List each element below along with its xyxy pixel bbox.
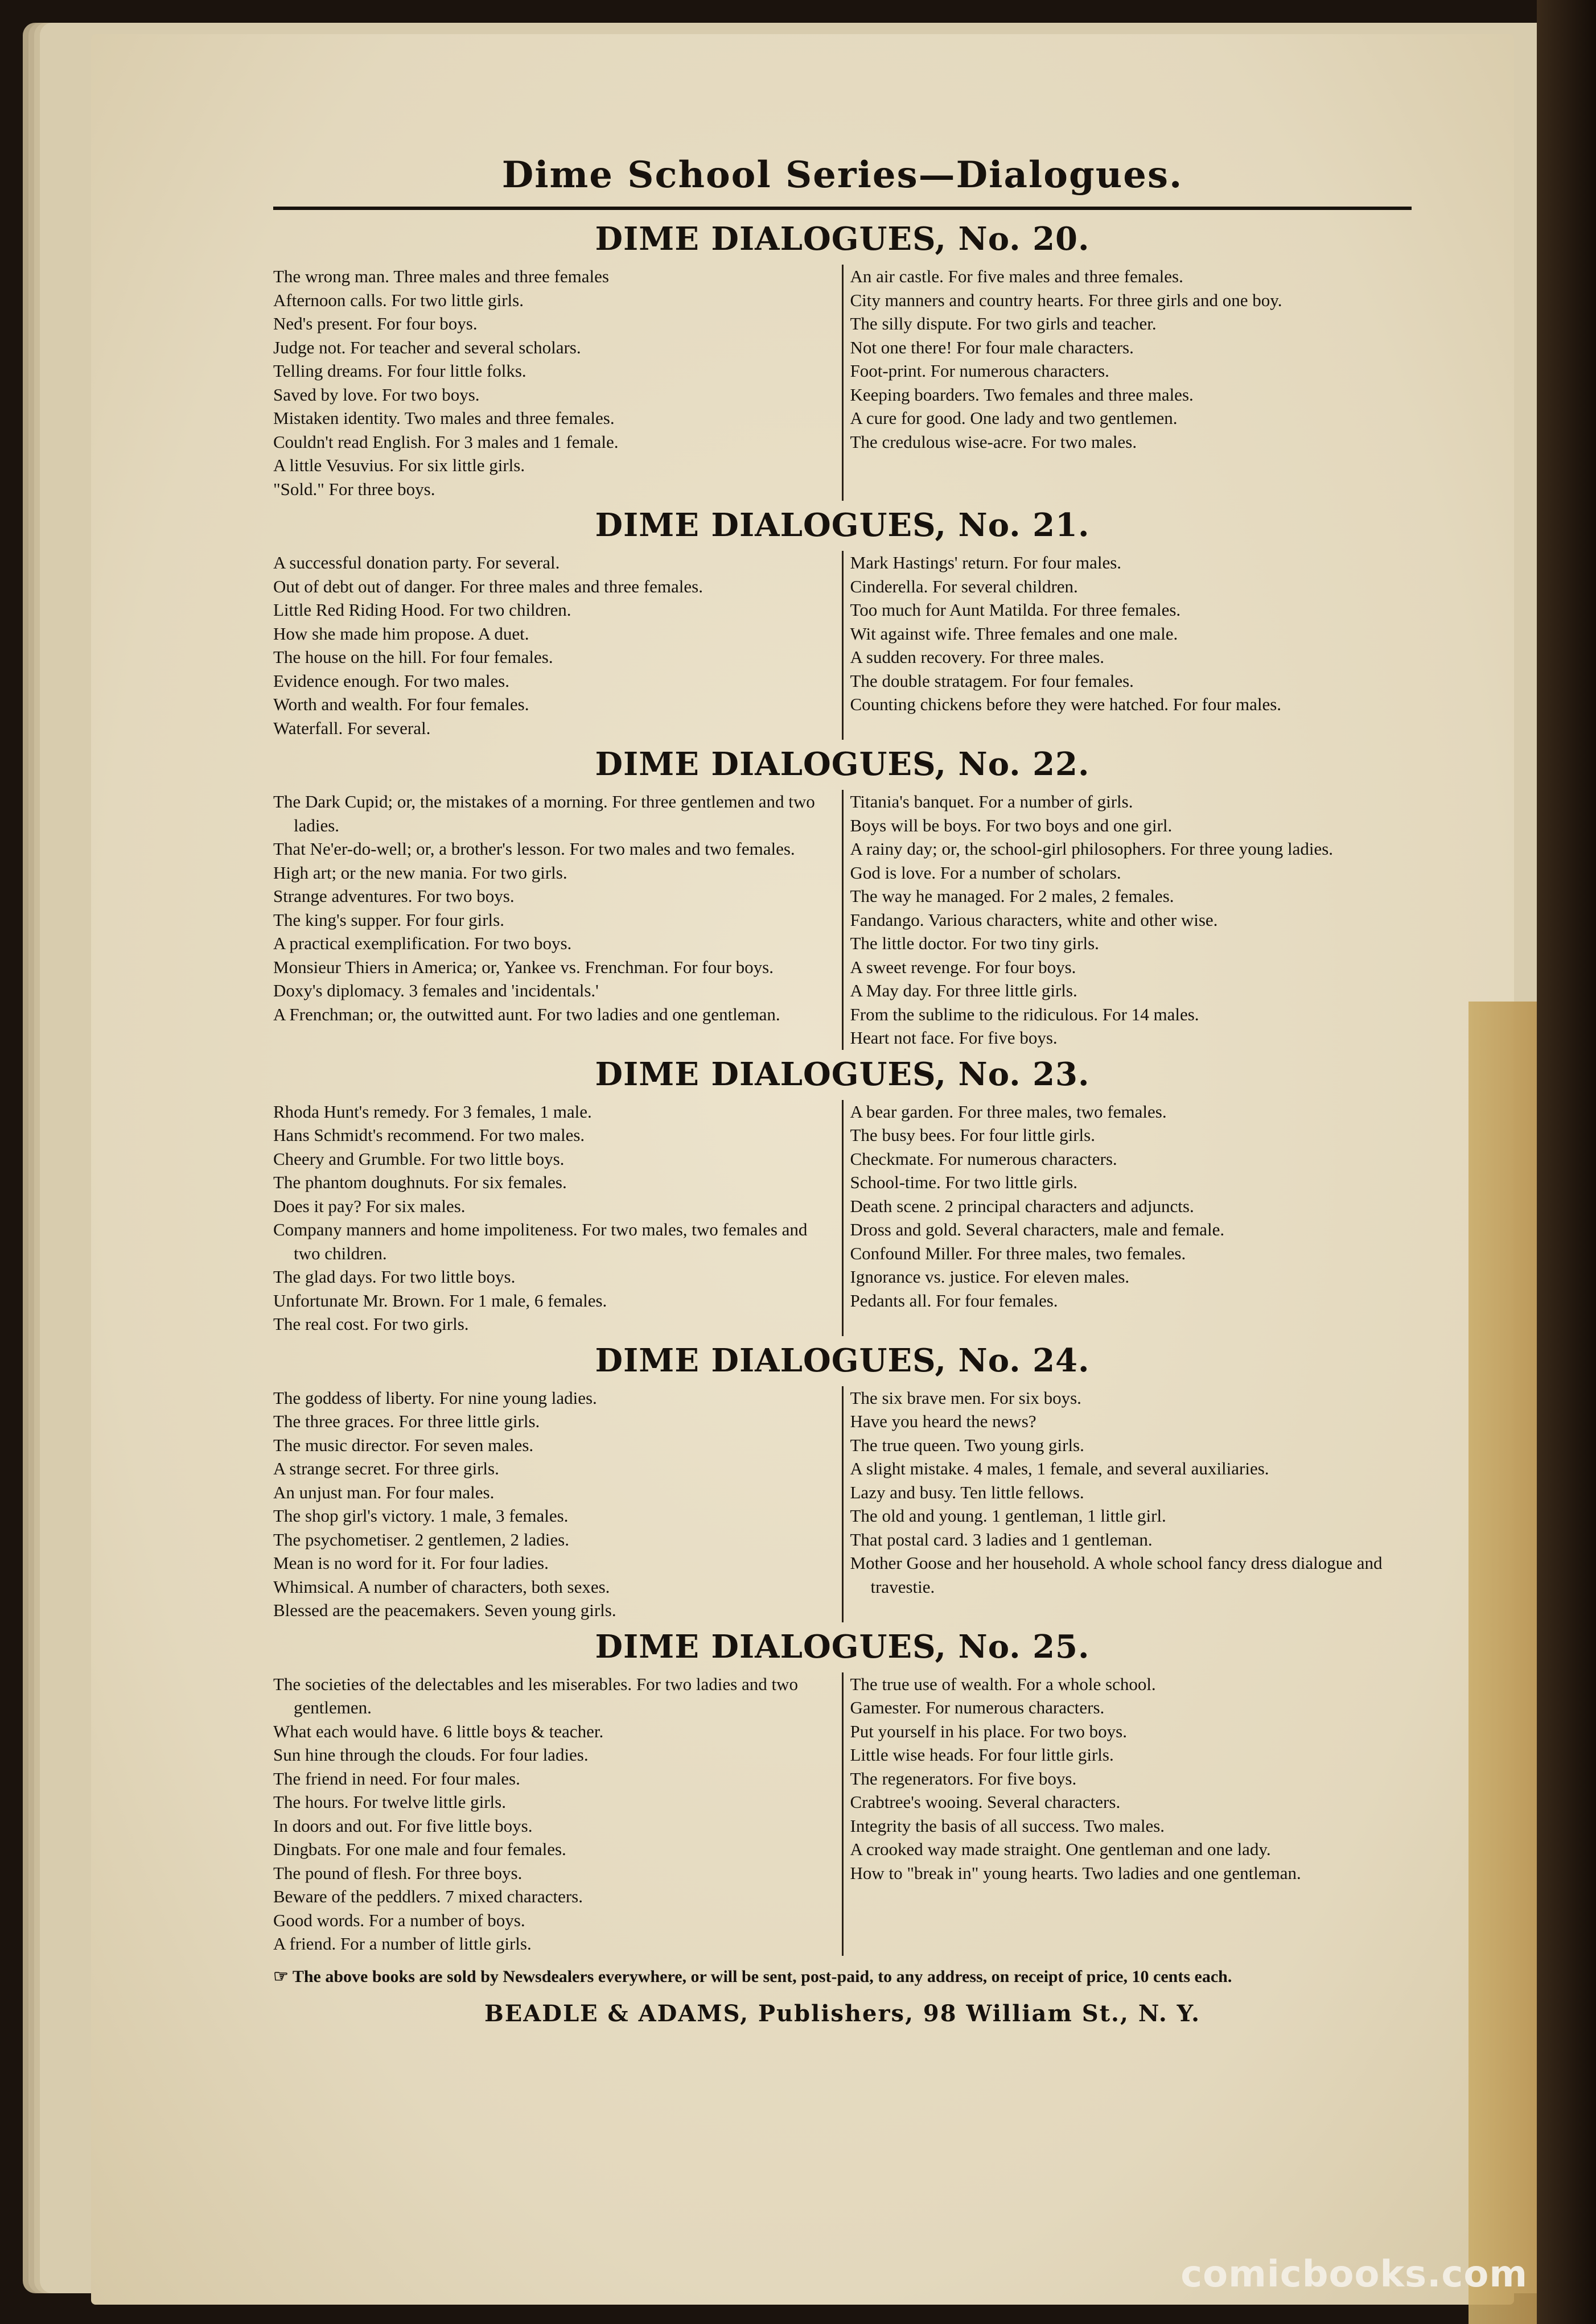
left-column [273,1386,842,1622]
dialogue-entry: The pound of flesh. For three boys. [273,1863,523,1883]
dialogue-entry: Ned's present. For four boys. [273,314,478,333]
dialogue-entry: Ignorance vs. justice. For eleven males. [850,1267,1130,1287]
dialogue-entry: Judge not. For teacher and several scholars. [273,337,581,357]
dialogue-entry: An unjust man. For four males. [273,1482,495,1502]
dialogue-entry: The true queen. Two young girls. [850,1435,1084,1455]
dialogue-entry: The real cost. For two girls. [273,1314,469,1334]
dialogue-section [273,506,1412,740]
dialogue-entry: Too much for Aunt Matilda. For three females. [850,600,1181,620]
dialogue-entry: The credulous wise-acre. For two males. [850,431,1137,452]
dialogue-entry: Dross and gold. Several characters, male and female. [850,1219,1225,1239]
dialogue-entry: Worth and wealth. For four females. [273,694,529,714]
dialogue-entry: Couldn't read English. For 3 males and 1 female. [273,431,619,452]
dialogue-entry: Mean is no word for it. For four ladies. [273,1553,549,1573]
dialogue-entry: The old and young. 1 gentleman, 1 little girl. [850,1506,1166,1526]
left-column [273,790,842,1050]
dialogue-entry: Keeping boarders. Two females and three males. [850,384,1194,405]
dialogue-entry: Wit against wife. Three females and one male. [850,623,1178,644]
dialogue-sections [273,220,1412,1956]
section-title: DIME DIALOGUES, No. 25. [595,1627,1090,1666]
dialogue-entry: Does it pay? For six males. [273,1196,466,1216]
binding-edge [1537,0,1596,2324]
section-columns [273,1100,1412,1336]
dialogue-entry: Evidence enough. For two males. [273,670,509,691]
dialogue-entry: Death scene. 2 principal characters and adjuncts. [850,1196,1194,1216]
publisher-line: BEADLE & ADAMS, Publishers, 98 William St., N. Y. [484,2000,1201,2027]
dialogue-entry: Saved by love. For two boys. [273,384,480,405]
dialogue-entry: City manners and country hearts. For three girls and one boy. [850,290,1282,310]
dialogue-entry: The goddess of liberty. For nine young ladies. [273,1387,597,1408]
dialogue-entry: The way he managed. For 2 males, 2 females. [850,886,1174,906]
dialogue-entry: The friend in need. For four males. [273,1768,520,1789]
dialogue-entry: Titania's banquet. For a number of girls. [850,792,1133,811]
dialogue-entry: A practical exemplification. For two boys. [273,933,572,953]
dialogue-entry: Mother Goose and her household. A whole school fancy dress dialogue and travestie. [850,1553,1383,1597]
dialogue-entry: The music director. For seven males. [273,1435,534,1455]
dialogue-entry: From the sublime to the ridiculous. For 14 males. [850,1004,1199,1024]
dialogue-entry: The three graces. For three little girls. [273,1411,540,1431]
dialogue-entry: Monsieur Thiers in America; or, Yankee vs. Frenchman. For four boys. [273,957,774,977]
dialogue-section [273,1056,1412,1336]
dialogue-entry: "Sold." For three boys. [273,479,435,499]
dialogue-entry: Waterfall. For several. [273,718,431,738]
dialogue-entry: A sudden recovery. For three males. [850,647,1104,667]
dialogue-entry: The societies of the delectables and les miserables. For two ladies and two gentlemen. [273,1674,798,1717]
left-column [273,1672,842,1956]
dialogue-entry: The busy bees. For four little girls. [850,1125,1095,1145]
dialogue-entry: The house on the hill. For four females. [273,647,553,667]
dialogue-entry: A successful donation party. For several. [273,553,560,572]
dialogue-entry: Little wise heads. For four little girls. [850,1745,1114,1765]
dialogue-entry: The true use of wealth. For a whole school. [850,1674,1156,1694]
dialogue-entry: Telling dreams. For four little folks. [273,361,526,381]
dialogue-entry: A strange secret. For three girls. [273,1458,499,1478]
dialogue-section [273,1342,1412,1622]
dialogue-entry: Have you heard the news? [850,1411,1036,1431]
dialogue-entry: Out of debt out of danger. For three males and three females. [273,576,703,596]
dialogue-entry: Cinderella. For several children. [850,576,1078,596]
section-title: DIME DIALOGUES, No. 21. [595,506,1090,544]
dialogue-entry: The Dark Cupid; or, the mistakes of a morning. For three gentlemen and two ladies. [273,792,815,835]
dialogue-entry: Whimsical. A number of characters, both sexes. [273,1576,610,1597]
section-columns [273,1386,1412,1622]
dialogue-entry: The shop girl's victory. 1 male, 3 females. [273,1506,569,1526]
dialogue-entry: A friend. For a number of little girls. [273,1934,532,1954]
right-column [842,551,1412,740]
dialogue-entry: Counting chickens before they were hatched. For four males. [850,694,1282,714]
dialogue-entry: Good words. For a number of boys. [273,1910,525,1930]
dialogue-entry: Lazy and busy. Ten little fellows. [850,1482,1084,1502]
left-column [273,265,842,501]
dialogue-entry: The hours. For twelve little girls. [273,1792,506,1812]
dialogue-entry: A little Vesuvius. For six little girls. [273,455,525,475]
left-column [273,551,842,740]
right-column [842,1672,1412,1956]
dialogue-entry: Gamester. For numerous characters. [850,1697,1105,1717]
dialogue-entry: Hans Schmidt's recommend. For two males. [273,1125,585,1145]
dialogue-entry: Rhoda Hunt's remedy. For 3 females, 1 male. [273,1101,592,1122]
dialogue-entry: Not one there! For four male characters. [850,337,1134,357]
dialogue-entry: What each would have. 6 little boys & teacher. [273,1721,604,1741]
section-columns [273,551,1412,740]
dialogue-entry: Pedants all. For four females. [850,1290,1058,1311]
dialogue-entry: Checkmate. For numerous characters. [850,1148,1117,1169]
dialogue-entry: Dingbats. For one male and four females. [273,1839,566,1859]
dialogue-entry: Mistaken identity. Two males and three females. [273,408,615,428]
dialogue-entry: Cheery and Grumble. For two little boys. [273,1148,565,1169]
section-title: DIME DIALOGUES, No. 22. [595,745,1090,783]
section-columns [273,790,1412,1050]
dialogue-section [273,1628,1412,1956]
right-column [842,790,1412,1050]
dialogue-entry: Crabtree's wooing. Several characters. [850,1792,1121,1812]
dialogue-entry: Beware of the peddlers. 7 mixed characters. [273,1886,583,1906]
dialogue-entry: A sweet revenge. For four boys. [850,957,1076,977]
dialogue-entry: The psychometiser. 2 gentlemen, 2 ladies. [273,1529,569,1550]
dialogue-entry: A Frenchman; or, the outwitted aunt. For two ladies and one gentleman. [273,1004,780,1024]
dialogue-entry: Put yourself in his place. For two boys. [850,1721,1127,1741]
dialogue-entry: School-time. For two little girls. [850,1172,1078,1192]
site-watermark: comicbooks.com [1180,2253,1528,2296]
dialogue-entry: In doors and out. For five little boys. [273,1815,533,1836]
dialogue-entry: Company manners and home impoliteness. For two males, two females and two children. [273,1219,808,1263]
dialogue-entry: Confound Miller. For three males, two females. [850,1243,1186,1263]
dialogue-entry: Strange adventures. For two boys. [273,886,515,906]
right-column [842,265,1412,501]
dialogue-entry: Doxy's diplomacy. 3 females and 'incidentals.' [273,980,599,1000]
dialogue-entry: The glad days. For two little boys. [273,1267,516,1287]
section-title: DIME DIALOGUES, No. 23. [595,1055,1090,1093]
left-column [273,1100,842,1336]
dialogue-entry: A rainy day; or, the school-girl philosophers. For three young ladies. [850,839,1334,859]
dialogue-entry: That Ne'er-do-well; or, a brother's lesson. For two males and two females. [273,839,795,859]
dialogue-entry: The king's supper. For four girls. [273,909,504,930]
dialogue-entry: Blessed are the peacemakers. Seven young girls. [273,1600,616,1620]
dialogue-entry: The wrong man. Three males and three females [273,266,609,286]
dialogue-entry: How to "break in" young hearts. Two ladies and one gentleman. [850,1863,1301,1883]
section-title: DIME DIALOGUES, No. 24. [595,1341,1090,1379]
dialogue-entry: Sun hine through the clouds. For four ladies. [273,1745,589,1765]
right-column [842,1386,1412,1622]
dialogue-entry: A bear garden. For three males, two females. [850,1101,1167,1122]
dialogue-entry: Afternoon calls. For two little girls. [273,290,524,310]
dialogue-entry: Heart not face. For five boys. [850,1028,1058,1048]
dialogue-entry: The double stratagem. For four females. [850,670,1134,691]
dialogue-entry: How she made him propose. A duet. [273,623,529,644]
dialogue-entry: A cure for good. One lady and two gentlemen. [850,408,1178,428]
dialogue-entry: Unfortunate Mr. Brown. For 1 male, 6 females. [273,1290,607,1311]
dialogue-entry: The silly dispute. For two girls and teacher. [850,314,1157,333]
sales-note: ☞ The above books are sold by Newsdealers everywhere, or will be sent, post-paid, to any address, on receipt of price, 10 cents each. [273,1967,1232,1986]
dialogue-entry: High art; or the new mania. For two girls. [273,862,567,883]
page-content [273,154,1412,2027]
section-title: DIME DIALOGUES, No. 20. [595,220,1090,258]
dialogue-section [273,745,1412,1050]
dialogue-entry: The regenerators. For five boys. [850,1768,1077,1789]
dialogue-entry: An air castle. For five males and three females. [850,266,1183,286]
series-header: Dime School Series—Dialogues. [273,154,1412,210]
dialogue-entry: Mark Hastings' return. For four males. [850,553,1122,572]
dialogue-entry: Foot-print. For numerous characters. [850,361,1109,381]
dialogue-section [273,220,1412,501]
dialogue-entry: The six brave men. For six boys. [850,1387,1081,1408]
dialogue-entry: A slight mistake. 4 males, 1 female, and several auxiliaries. [850,1458,1269,1478]
dialogue-entry: Boys will be boys. For two boys and one girl. [850,815,1173,835]
dialogue-entry: A May day. For three little girls. [850,980,1077,1000]
dialogue-entry: Integrity the basis of all success. Two males. [850,1815,1165,1836]
dialogue-entry: That postal card. 3 ladies and 1 gentleman. [850,1529,1153,1550]
dialogue-entry: The little doctor. For two tiny girls. [850,933,1099,953]
right-column [842,1100,1412,1336]
dialogue-entry: God is love. For a number of scholars. [850,862,1121,883]
section-columns [273,265,1412,501]
dialogue-entry: Little Red Riding Hood. For two children. [273,600,571,620]
dialogue-entry: A crooked way made straight. One gentleman and one lady. [850,1839,1271,1859]
dialogue-entry: The phantom doughnuts. For six females. [273,1172,567,1192]
section-columns [273,1672,1412,1956]
dialogue-entry: Fandango. Various characters, white and other wise. [850,909,1218,930]
